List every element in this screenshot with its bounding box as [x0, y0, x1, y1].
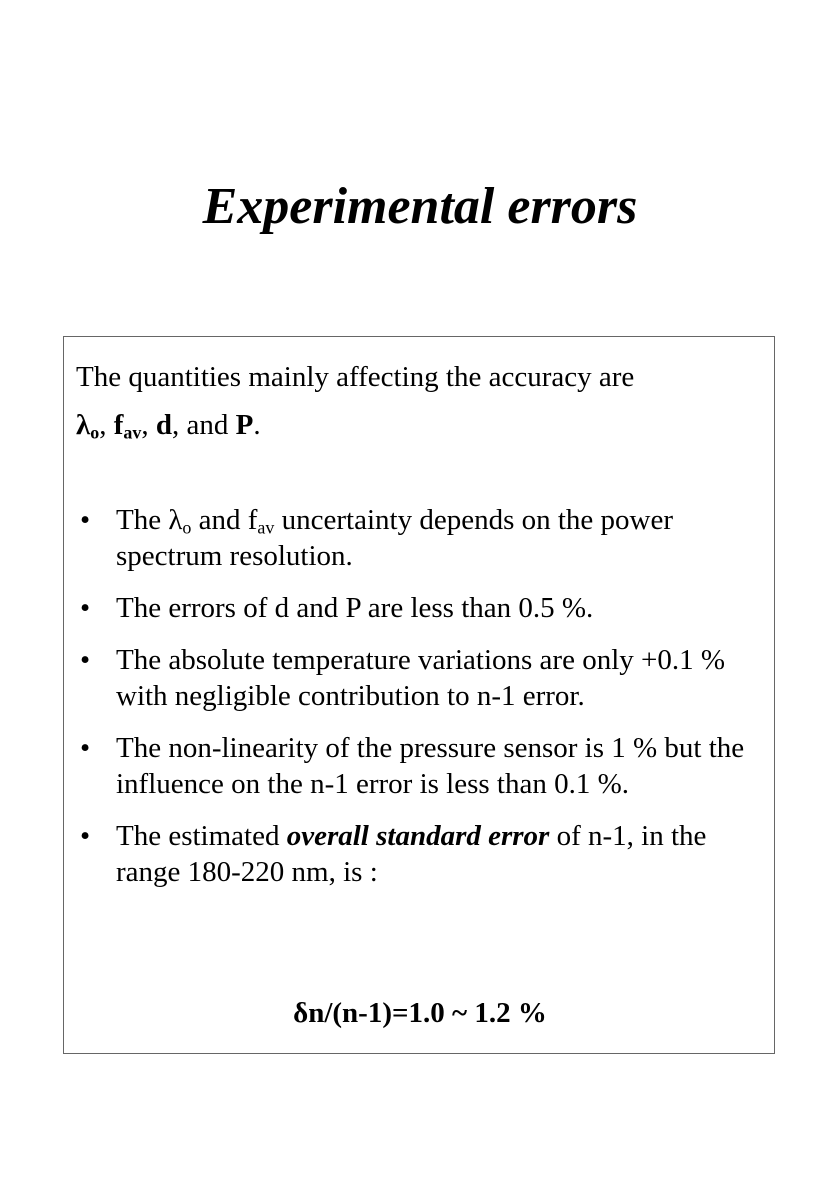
intro-line-1: The quantities mainly affecting the accuracy are — [76, 361, 635, 393]
list-item — [76, 502, 766, 574]
bullet-list — [76, 502, 766, 906]
lambda-subscript: o — [90, 422, 100, 443]
bullet-icon: • — [80, 592, 91, 624]
bullet-1-f-sub: av — [257, 517, 275, 538]
bullet-1-text-b: and f — [191, 504, 258, 536]
bullet-5-text-a: The estimated — [116, 820, 287, 852]
bullet-icon: • — [80, 732, 91, 764]
d-symbol: d — [155, 409, 173, 441]
slide-title: Experimental errors — [202, 178, 638, 235]
list-item — [76, 642, 766, 714]
bullet-1-lambda-sub: o — [182, 517, 192, 538]
error-formula: δn/(n-1)=1.0 ~ 1.2 % — [293, 997, 547, 1029]
intro-sep-3: , and — [172, 409, 236, 441]
p-symbol: P — [235, 409, 254, 441]
bullet-4-text: The non-linearity of the pressure sensor is 1 % but the influence on the n-1 error is less than 0.1 %. — [116, 732, 745, 800]
f-subscript: av — [123, 422, 142, 443]
intro-sep-2: , — [141, 409, 156, 441]
bullet-1-lambda: λ — [168, 504, 183, 536]
bullet-2-text: The errors of d and P are less than 0.5 %. — [116, 592, 594, 624]
f-symbol: f — [113, 409, 124, 441]
intro-end: . — [253, 409, 261, 441]
bullet-1-text-a: The — [116, 504, 169, 536]
intro-line-2 — [76, 401, 766, 449]
intro-paragraph — [76, 353, 766, 449]
bullet-icon: • — [80, 644, 91, 676]
bullet-icon: • — [80, 504, 91, 536]
content-box — [63, 336, 775, 1054]
list-item — [76, 590, 766, 626]
list-item — [76, 818, 766, 890]
lambda-symbol: λ — [76, 409, 91, 441]
intro-sep-1: , — [99, 409, 114, 441]
bullet-5-text-b: of n-1, in the range 180-220 nm, is : — [116, 820, 707, 888]
bullet-5-emphasis: overall standard error — [286, 820, 550, 852]
bullet-icon: • — [80, 820, 91, 852]
bullet-1-text-c: uncertainty depends on the power spectrum resolution. — [116, 504, 674, 572]
list-item — [76, 730, 766, 802]
bullet-3-text: The absolute temperature variations are only +0.1 % with negligible contribution to n-1 error. — [116, 644, 726, 712]
